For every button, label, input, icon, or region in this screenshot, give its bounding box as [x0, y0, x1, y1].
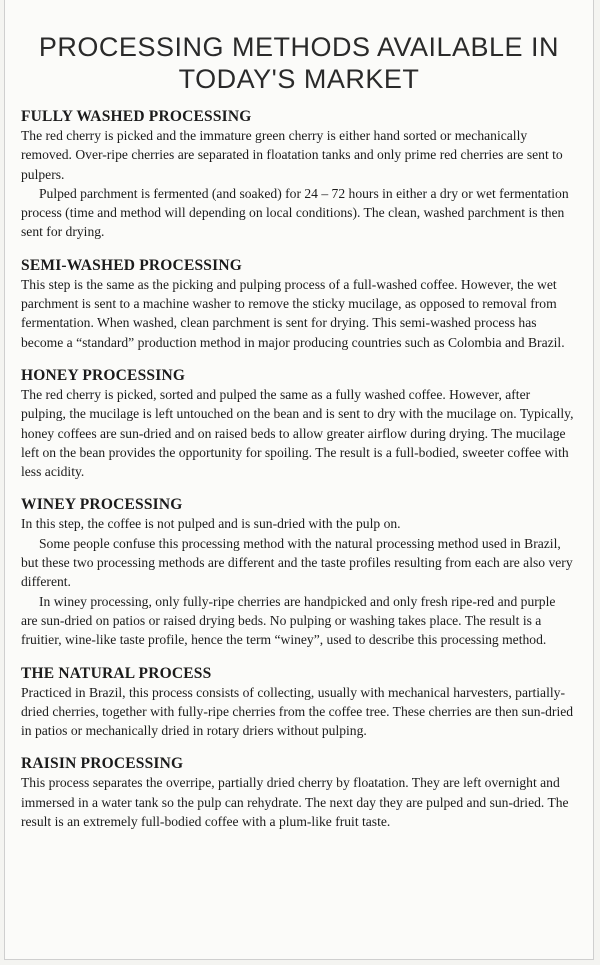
section-heading: THE NATURAL PROCESS: [21, 664, 212, 682]
section-heading: HONEY PROCESSING: [21, 366, 186, 384]
document-page: [4, 0, 594, 960]
section-semi-washed: [21, 256, 575, 352]
section-paragraph: This step is the same as the picking and pulping process of a full-washed coffee. However, the wet parchment is sent to a machine washer to remove the sticky mucilage, as opposed to removal from fermentation. When washed, clean parchment is sent for drying. This semi-washed process has become a “standard” production method in major producing countries such as Colombia and Brazil.: [21, 276, 565, 350]
section-heading: FULLY WASHED PROCESSING: [21, 108, 252, 125]
section-paragraph: In this step, the coffee is not pulped and is sun-dried with the pulp on.: [21, 516, 401, 532]
section-heading: RAISIN PROCESSING: [21, 755, 184, 773]
section-paragraph: The red cherry is picked, sorted and pulped the same as a fully washed coffee. However, after pulping, the mucilage is left untouched on the bean and is sent to dry with the mucilage on. Typically, honey coffees are sun-dried and on raised beds to allow greater airflow during drying. The mucilage left on the bean provides the opportunity for spoiling. The result is a full-bodied, sweeter coffee with less acidity.: [21, 386, 574, 480]
section-winey: [21, 495, 575, 649]
section-paragraph: The red cherry is picked and the immature green cherry is either hand sorted or mechanically removed. Over-ripe cherries are separated in floatation tanks and only prime red cherries are sent to pulpers.: [21, 128, 563, 182]
page-title: PROCESSING METHODS AVAILABLE IN TODAY'S MARKET: [38, 32, 560, 94]
section-paragraph: Practiced in Brazil, this process consists of collecting, usually with mechanical harvesters, partially-dried cherries, together with fully-ripe cherries from the coffee tree. These cherries are then sun-dried in patios or mechanically dried in rotary driers without pulping.: [21, 684, 574, 739]
sections-container: [5, 95, 593, 831]
section-honey: [21, 366, 575, 481]
section-fully-washed: [21, 107, 575, 242]
section-paragraph: In winey processing, only fully-ripe cherries are handpicked and only fresh ripe-red and purple are sun-dried on patios or raised drying beds. No pulping or washing takes place. The result is a fruitier, wine-like taste profile, hence the term “winey”, used to describe this processing method.: [21, 593, 556, 648]
section-paragraph: Pulped parchment is fermented (and soaked) for 24 – 72 hours in either a dry or wet fermentation process (time and method will depending on local conditions). The clean, washed parchment is then sent for drying.: [21, 185, 569, 240]
section-natural: [21, 664, 575, 741]
section-heading: SEMI-WASHED PROCESSING: [21, 256, 243, 274]
section-paragraph: Some people confuse this processing method with the natural processing method used in Brazil, but these two processing methods are different and the taste profiles resulting from each are also very different.: [21, 535, 573, 590]
section-heading: WINEY PROCESSING: [21, 496, 183, 514]
section-raisin: [21, 754, 575, 831]
section-paragraph: This process separates the overripe, partially dried cherry by floatation. They are left overnight and immersed in a water tank so the pulp can rehydrate. The next day they are pulped and sun-dried. The result is an extremely full-bodied coffee with a plum-like fruit taste.: [21, 775, 569, 830]
